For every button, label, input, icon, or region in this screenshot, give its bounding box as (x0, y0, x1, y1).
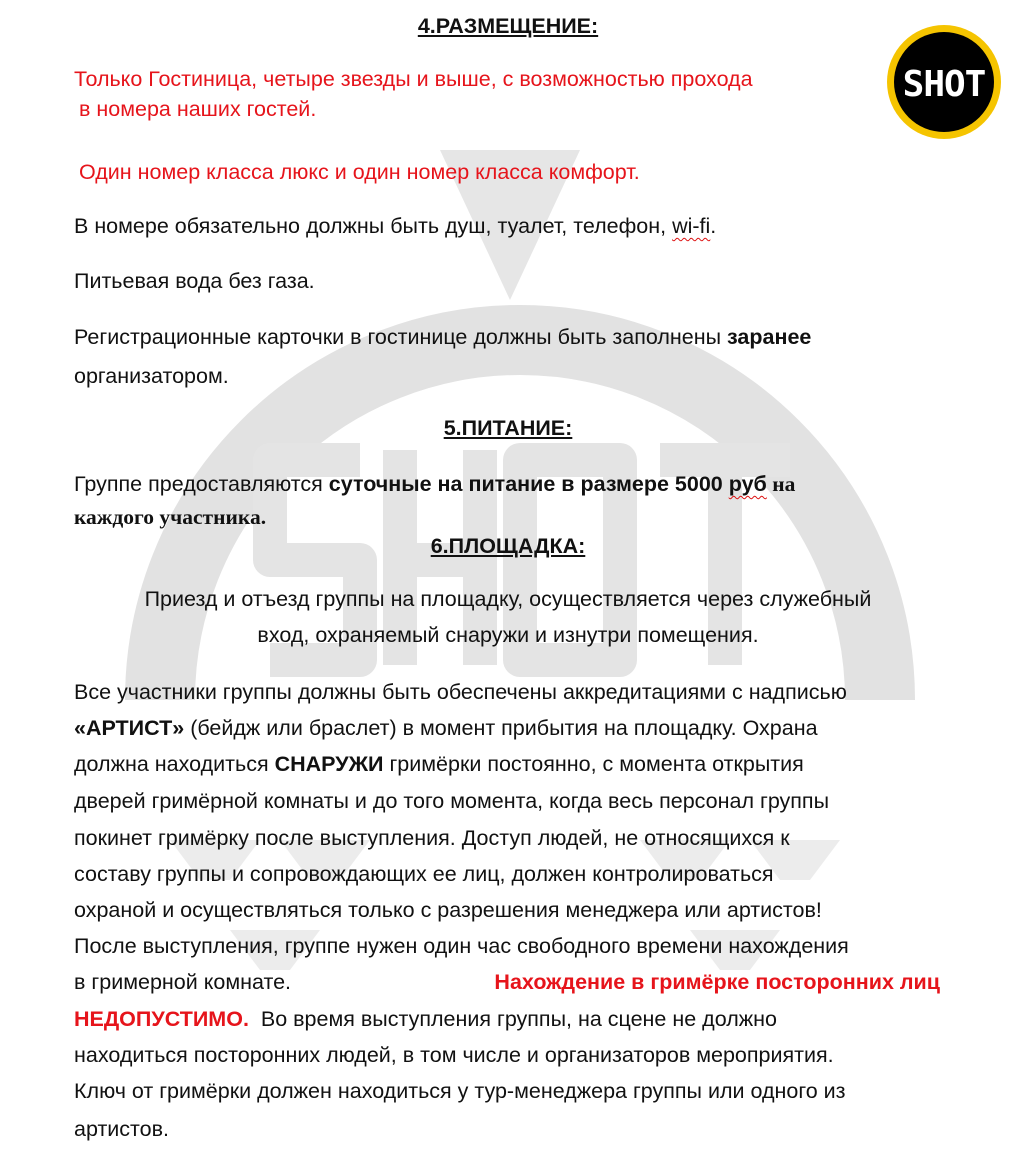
amenities-wifi: wi-fi (672, 214, 711, 238)
amenities-text: В номере обязательно должны быть душ, туалет, телефон, (74, 214, 673, 238)
outside-emphasis: СНАРУЖИ (274, 752, 384, 776)
body-line-6: составу группы и сопровождающих ее лиц, должен контролироваться (74, 862, 774, 886)
paragraph-rooms: Один номер класса люкс и один номер класса комфорт. (79, 160, 640, 184)
per-diem-currency: руб (728, 472, 767, 496)
body-line-9: в гримерной комнате. Нахождение в гримёрке посторонних лиц (74, 970, 940, 994)
body-line-1: Все участники группы должны быть обеспечены аккредитациями с надписью (74, 680, 847, 704)
body-line-12: Ключ от гримёрки должен находиться у тур-менеджера группы или одного из (74, 1079, 846, 1103)
registration-bold: заранее (727, 325, 812, 349)
paragraph-entry-line2: вход, охраняемый снаружи и изнутри помещения. (257, 623, 759, 647)
paragraph-per-diem-line1 (74, 472, 795, 498)
shot-logo-text: SHOT (902, 64, 986, 105)
forbidden-warning-line2: НЕДОПУСТИМО. (74, 1007, 249, 1031)
body-line-10: НЕДОПУСТИМО. Во время выступления группы, на сцене не должно (74, 1007, 777, 1031)
forbidden-warning-line1: Нахождение в гримёрке посторонних лиц (494, 970, 940, 994)
registration-text: Регистрационные карточки в гостинице должны быть заполнены (74, 325, 728, 349)
paragraph-water: Питьевая вода без газа. (74, 269, 315, 293)
per-diem-text: Группе предоставляются (74, 472, 329, 496)
section-6-heading: 6.ПЛОЩАДКА: (430, 534, 586, 558)
section-5-heading: 5.ПИТАНИЕ: (443, 416, 573, 440)
paragraph-hotel-requirement-line1: Только Гостиница, четыре звезды и выше, с возможностью прохода (74, 67, 753, 91)
paragraph-entry-line1: Приезд и отъезд группы на площадку, осуществляется через служебный (144, 587, 872, 611)
body-line-11: находиться посторонних людей, в том числе и организаторов мероприятия. (74, 1043, 834, 1067)
paragraph-per-diem-line2: каждого участника. (74, 505, 267, 529)
paragraph-registration-line1 (74, 325, 811, 351)
body-line-7: охраной и осуществляться только с разрешения менеджера или артистов! (74, 898, 822, 922)
body-line-3: должна находиться СНАРУЖИ гримёрки постоянно, с момента открытия (74, 752, 804, 776)
per-diem-bold: суточные на питание в размере 5000 (328, 472, 729, 496)
amenities-period: . (710, 214, 717, 238)
paragraph-room-amenities (74, 214, 716, 240)
paragraph-hotel-requirement-line2: в номера наших гостей. (79, 97, 317, 121)
body-line-5: покинет гримёрку после выступления. Доступ людей, не относящихся к (74, 826, 790, 850)
body-line-8: После выступления, группе нужен один час свободного времени нахождения (74, 934, 849, 958)
artist-badge-text: «АРТИСТ» (74, 716, 185, 740)
body-line-13: артистов. (74, 1117, 170, 1141)
per-diem-na: на (766, 472, 796, 496)
paragraph-registration-line2: организатором. (74, 364, 229, 388)
body-line-2: «АРТИСТ» (бейдж или браслет) в момент прибытия на площадку. Охрана (74, 716, 818, 740)
section-4-heading: 4.РАЗМЕЩЕНИЕ: (417, 14, 599, 38)
body-line-4: дверей гримёрной комнаты и до того момента, когда весь персонал группы (74, 789, 830, 813)
shot-logo (886, 24, 1002, 140)
